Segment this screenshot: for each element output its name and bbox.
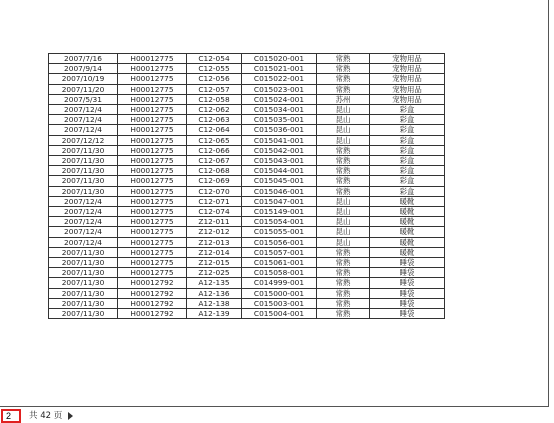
model-cell: C12-069 bbox=[187, 176, 242, 186]
order-code-cell: H00012792 bbox=[118, 278, 187, 288]
model-cell: C12-063 bbox=[187, 115, 242, 125]
category-cell: 彩盒 bbox=[370, 115, 445, 125]
date-cell: 2007/12/4 bbox=[49, 227, 118, 237]
date-cell: 2007/12/4 bbox=[49, 237, 118, 247]
model-cell: C12-068 bbox=[187, 166, 242, 176]
model-cell: C12-067 bbox=[187, 156, 242, 166]
category-cell: 彩盒 bbox=[370, 135, 445, 145]
total-pages-label: 共 42 页 bbox=[29, 411, 63, 421]
part-number-cell: C015004-001 bbox=[242, 309, 317, 319]
location-cell: 昆山 bbox=[317, 115, 370, 125]
part-number-cell: C015035-001 bbox=[242, 115, 317, 125]
date-cell: 2007/12/12 bbox=[49, 135, 118, 145]
category-cell: 彩盒 bbox=[370, 166, 445, 176]
model-cell: C12-058 bbox=[187, 94, 242, 104]
order-code-cell: H00012792 bbox=[118, 288, 187, 298]
location-cell: 常熟 bbox=[317, 309, 370, 319]
date-cell: 2007/5/31 bbox=[49, 94, 118, 104]
table-row bbox=[49, 298, 445, 308]
date-cell: 2007/12/4 bbox=[49, 105, 118, 115]
table-row bbox=[49, 176, 445, 186]
table-row bbox=[49, 135, 445, 145]
order-code-cell: H00012775 bbox=[118, 176, 187, 186]
table-row bbox=[49, 227, 445, 237]
date-cell: 2007/12/4 bbox=[49, 115, 118, 125]
part-number-cell: C014999-001 bbox=[242, 278, 317, 288]
date-cell: 2007/12/4 bbox=[49, 196, 118, 206]
part-number-cell: C015055-001 bbox=[242, 227, 317, 237]
model-cell: Z12-014 bbox=[187, 247, 242, 257]
model-cell: C12-065 bbox=[187, 135, 242, 145]
location-cell: 常熟 bbox=[317, 247, 370, 257]
table-row bbox=[49, 237, 445, 247]
date-cell: 2007/11/30 bbox=[49, 258, 118, 268]
table-row bbox=[49, 156, 445, 166]
order-code-cell: H00012775 bbox=[118, 105, 187, 115]
model-cell: C12-066 bbox=[187, 145, 242, 155]
category-cell: 睡袋 bbox=[370, 298, 445, 308]
date-cell: 2007/11/30 bbox=[49, 298, 118, 308]
category-cell: 睡袋 bbox=[370, 309, 445, 319]
location-cell: 常熟 bbox=[317, 288, 370, 298]
category-cell: 睡袋 bbox=[370, 288, 445, 298]
model-cell: C12-074 bbox=[187, 207, 242, 217]
category-cell: 暖靴 bbox=[370, 196, 445, 206]
date-cell: 2007/11/30 bbox=[49, 156, 118, 166]
model-cell: A12-135 bbox=[187, 278, 242, 288]
table-row bbox=[49, 84, 445, 94]
date-cell: 2007/10/19 bbox=[49, 74, 118, 84]
model-cell: A12-138 bbox=[187, 298, 242, 308]
location-cell: 昆山 bbox=[317, 237, 370, 247]
table-row bbox=[49, 74, 445, 84]
category-cell: 暖靴 bbox=[370, 217, 445, 227]
table-row bbox=[49, 105, 445, 115]
date-cell: 2007/11/30 bbox=[49, 309, 118, 319]
table-row bbox=[49, 115, 445, 125]
part-number-cell: C015058-001 bbox=[242, 268, 317, 278]
location-cell: 常熟 bbox=[317, 64, 370, 74]
model-cell: Z12-013 bbox=[187, 237, 242, 247]
part-number-cell: C015045-001 bbox=[242, 176, 317, 186]
date-cell: 2007/11/30 bbox=[49, 278, 118, 288]
part-number-cell: C015044-001 bbox=[242, 166, 317, 176]
date-cell: 2007/11/30 bbox=[49, 186, 118, 196]
category-cell: 彩盒 bbox=[370, 176, 445, 186]
location-cell: 昆山 bbox=[317, 135, 370, 145]
order-code-cell: H00012775 bbox=[118, 227, 187, 237]
table-row bbox=[49, 125, 445, 135]
part-number-cell: C015022-001 bbox=[242, 74, 317, 84]
model-cell: C12-056 bbox=[187, 74, 242, 84]
location-cell: 常熟 bbox=[317, 74, 370, 84]
model-cell: Z12-025 bbox=[187, 268, 242, 278]
table-body bbox=[49, 54, 445, 319]
order-code-cell: H00012775 bbox=[118, 268, 187, 278]
order-code-cell: H00012775 bbox=[118, 186, 187, 196]
table-row bbox=[49, 268, 445, 278]
order-code-cell: H00012775 bbox=[118, 94, 187, 104]
location-cell: 常熟 bbox=[317, 166, 370, 176]
location-cell: 常熟 bbox=[317, 176, 370, 186]
date-cell: 2007/11/30 bbox=[49, 145, 118, 155]
part-number-cell: C015020-001 bbox=[242, 54, 317, 64]
order-code-cell: H00012775 bbox=[118, 74, 187, 84]
part-number-cell: C015149-001 bbox=[242, 207, 317, 217]
order-code-cell: H00012775 bbox=[118, 135, 187, 145]
part-number-cell: C015021-001 bbox=[242, 64, 317, 74]
model-cell: C12-070 bbox=[187, 186, 242, 196]
category-cell: 宠物用品 bbox=[370, 84, 445, 94]
part-number-cell: C015000-001 bbox=[242, 288, 317, 298]
location-cell: 苏州 bbox=[317, 94, 370, 104]
category-cell: 睡袋 bbox=[370, 258, 445, 268]
part-number-cell: C015054-001 bbox=[242, 217, 317, 227]
part-number-cell: C015057-001 bbox=[242, 247, 317, 257]
table-row bbox=[49, 278, 445, 288]
date-cell: 2007/11/30 bbox=[49, 166, 118, 176]
category-cell: 宠物用品 bbox=[370, 54, 445, 64]
model-cell: C12-064 bbox=[187, 125, 242, 135]
part-number-cell: C015043-001 bbox=[242, 156, 317, 166]
table-row bbox=[49, 258, 445, 268]
model-cell: C12-055 bbox=[187, 64, 242, 74]
part-number-cell: C015003-001 bbox=[242, 298, 317, 308]
part-number-cell: C015061-001 bbox=[242, 258, 317, 268]
location-cell: 常熟 bbox=[317, 145, 370, 155]
order-code-cell: H00012775 bbox=[118, 64, 187, 74]
date-cell: 2007/12/4 bbox=[49, 207, 118, 217]
model-cell: Z12-015 bbox=[187, 258, 242, 268]
category-cell: 睡袋 bbox=[370, 268, 445, 278]
location-cell: 昆山 bbox=[317, 196, 370, 206]
location-cell: 昆山 bbox=[317, 207, 370, 217]
table-row bbox=[49, 186, 445, 196]
category-cell: 彩盒 bbox=[370, 125, 445, 135]
model-cell: Z12-012 bbox=[187, 227, 242, 237]
category-cell: 暖靴 bbox=[370, 237, 445, 247]
date-cell: 2007/12/4 bbox=[49, 217, 118, 227]
part-number-cell: C015023-001 bbox=[242, 84, 317, 94]
model-cell: A12-139 bbox=[187, 309, 242, 319]
order-code-cell: H00012775 bbox=[118, 258, 187, 268]
order-code-cell: H00012775 bbox=[118, 84, 187, 94]
category-cell: 暖靴 bbox=[370, 207, 445, 217]
table-row bbox=[49, 196, 445, 206]
part-number-cell: C015042-001 bbox=[242, 145, 317, 155]
table-row bbox=[49, 166, 445, 176]
category-cell: 彩盒 bbox=[370, 186, 445, 196]
order-code-cell: H00012775 bbox=[118, 207, 187, 217]
part-number-cell: C015046-001 bbox=[242, 186, 317, 196]
location-cell: 昆山 bbox=[317, 105, 370, 115]
part-number-cell: C015056-001 bbox=[242, 237, 317, 247]
model-cell: Z12-011 bbox=[187, 217, 242, 227]
table-row bbox=[49, 145, 445, 155]
model-cell: C12-071 bbox=[187, 196, 242, 206]
date-cell: 2007/11/30 bbox=[49, 247, 118, 257]
category-cell: 宠物用品 bbox=[370, 74, 445, 84]
table-row bbox=[49, 207, 445, 217]
category-cell: 宠物用品 bbox=[370, 64, 445, 74]
category-cell: 睡袋 bbox=[370, 278, 445, 288]
order-code-cell: H00012775 bbox=[118, 237, 187, 247]
table-row bbox=[49, 288, 445, 298]
date-cell: 2007/7/16 bbox=[49, 54, 118, 64]
table-row bbox=[49, 217, 445, 227]
order-code-cell: H00012792 bbox=[118, 298, 187, 308]
location-cell: 昆山 bbox=[317, 217, 370, 227]
data-table bbox=[48, 53, 445, 319]
part-number-cell: C015041-001 bbox=[242, 135, 317, 145]
location-cell: 常熟 bbox=[317, 298, 370, 308]
model-cell: C12-062 bbox=[187, 105, 242, 115]
order-code-cell: H00012792 bbox=[118, 309, 187, 319]
date-cell: 2007/11/30 bbox=[49, 176, 118, 186]
location-cell: 常熟 bbox=[317, 186, 370, 196]
part-number-cell: C015047-001 bbox=[242, 196, 317, 206]
part-number-cell: C015034-001 bbox=[242, 105, 317, 115]
next-page-arrow-icon[interactable] bbox=[68, 412, 73, 420]
location-cell: 昆山 bbox=[317, 125, 370, 135]
location-cell: 昆山 bbox=[317, 227, 370, 237]
category-cell: 彩盒 bbox=[370, 156, 445, 166]
location-cell: 常熟 bbox=[317, 156, 370, 166]
table-row bbox=[49, 309, 445, 319]
location-cell: 常熟 bbox=[317, 54, 370, 64]
current-page-input[interactable]: 2 bbox=[1, 409, 21, 423]
model-cell: C12-054 bbox=[187, 54, 242, 64]
order-code-cell: H00012775 bbox=[118, 156, 187, 166]
location-cell: 常熟 bbox=[317, 278, 370, 288]
order-code-cell: H00012775 bbox=[118, 166, 187, 176]
category-cell: 暖靴 bbox=[370, 227, 445, 237]
table-row bbox=[49, 247, 445, 257]
table-row bbox=[49, 94, 445, 104]
model-cell: A12-136 bbox=[187, 288, 242, 298]
order-code-cell: H00012775 bbox=[118, 115, 187, 125]
category-cell: 宠物用品 bbox=[370, 94, 445, 104]
date-cell: 2007/12/4 bbox=[49, 125, 118, 135]
location-cell: 常熟 bbox=[317, 258, 370, 268]
order-code-cell: H00012775 bbox=[118, 247, 187, 257]
category-cell: 彩盒 bbox=[370, 105, 445, 115]
category-cell: 彩盒 bbox=[370, 145, 445, 155]
model-cell: C12-057 bbox=[187, 84, 242, 94]
status-bar bbox=[0, 407, 554, 423]
part-number-cell: C015036-001 bbox=[242, 125, 317, 135]
location-cell: 常熟 bbox=[317, 268, 370, 278]
date-cell: 2007/11/20 bbox=[49, 84, 118, 94]
category-cell: 暖靴 bbox=[370, 247, 445, 257]
table-row bbox=[49, 64, 445, 74]
date-cell: 2007/11/30 bbox=[49, 288, 118, 298]
location-cell: 常熟 bbox=[317, 84, 370, 94]
date-cell: 2007/9/14 bbox=[49, 64, 118, 74]
order-code-cell: H00012775 bbox=[118, 217, 187, 227]
part-number-cell: C015024-001 bbox=[242, 94, 317, 104]
date-cell: 2007/11/30 bbox=[49, 268, 118, 278]
table-row bbox=[49, 54, 445, 64]
order-code-cell: H00012775 bbox=[118, 196, 187, 206]
order-code-cell: H00012775 bbox=[118, 145, 187, 155]
order-code-cell: H00012775 bbox=[118, 54, 187, 64]
order-code-cell: H00012775 bbox=[118, 125, 187, 135]
